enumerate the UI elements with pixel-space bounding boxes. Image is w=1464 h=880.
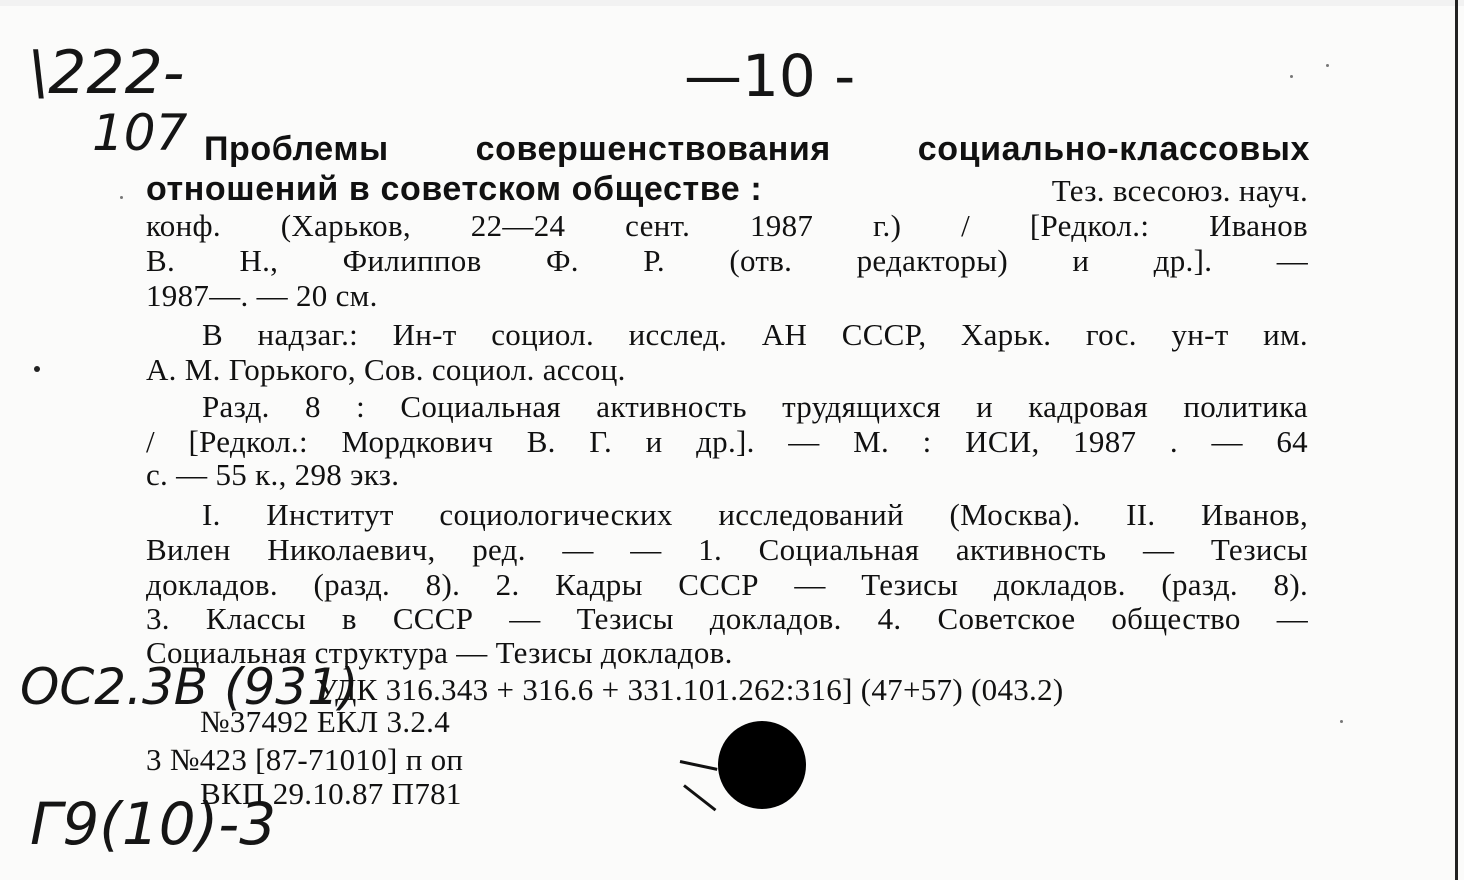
handwritten-call-number-sub: 107 [92, 104, 188, 162]
speck [1290, 75, 1293, 78]
margin-dot [120, 196, 123, 199]
record-line-14: 3. Классы в СССР — Тезисы докладов. 4. Советское общество — [146, 601, 1308, 636]
record-line-13: докладов. (разд. 8). 2. Кадры СССР — Тезисы докладов. (разд. 8). [146, 567, 1308, 602]
handwritten-call-number: \222- [28, 38, 185, 108]
speck [1326, 64, 1329, 67]
card-right-edge [1455, 0, 1458, 880]
record-vkp: ВКП 29.10.87 П781 [200, 776, 462, 811]
handwritten-page-number: —10 - [684, 42, 856, 110]
scratch-mark [683, 784, 716, 811]
record-title-line-1: Проблемы совершенствования социально-классовых [204, 130, 1310, 168]
handwritten-classification: ОС2.3В (931) [20, 658, 359, 716]
record-line-9: / [Редкол.: Мордкович В. Г. и др.]. — М. : ИСИ, 1987 . — 64 [146, 424, 1308, 459]
record-title-line-2 [146, 172, 1308, 207]
handwritten-shelf-mark: Г9(10)-3 [30, 790, 277, 858]
scratch-mark [680, 760, 718, 771]
record-line-15: Социальная структура — Тезисы докладов. [146, 635, 733, 670]
record-line-5: 1987—. — 20 см. [146, 278, 378, 313]
card-top-edge [0, 0, 1464, 6]
punch-hole [718, 721, 806, 809]
margin-dot [34, 366, 40, 372]
record-line-12: Вилен Николаевич, ред. — — 1. Социальная активность — Тезисы [146, 532, 1308, 567]
record-title-bold: отношений в советском обществе : [146, 170, 763, 208]
record-line-4: В. Н., Филиппов Ф. Р. (отв. редакторы) и др.]. — [146, 243, 1308, 278]
record-ekl: №37492 ЕКЛ 3.2.4 [200, 704, 451, 739]
record-line-11: I. Институт социологических исследований (Москва). II. Иванов, [202, 497, 1308, 532]
record-title-rest: Тез. всесоюз. науч. [1051, 173, 1308, 208]
record-udk: УДК 316.343 + 316.6 + 331.101.262:316] (47+57) (043.2) [316, 672, 1064, 707]
record-order: 3 №423 [87-71010] п оп [146, 742, 464, 777]
record-line-3: конф. (Харьков, 22—24 сент. 1987 г.) / [Редкол.: Иванов [146, 208, 1308, 243]
record-line-6: В надзаг.: Ин-т социол. исслед. АН СССР, Харьк. гос. ун-т им. [202, 317, 1308, 352]
record-line-10: с. — 55 к., 298 экз. [146, 457, 400, 492]
record-line-8: Разд. 8 : Социальная активность трудящихся и кадровая политика [202, 389, 1308, 424]
speck [1340, 720, 1343, 723]
record-line-7: А. М. Горького, Сов. социол. ассоц. [146, 352, 626, 387]
